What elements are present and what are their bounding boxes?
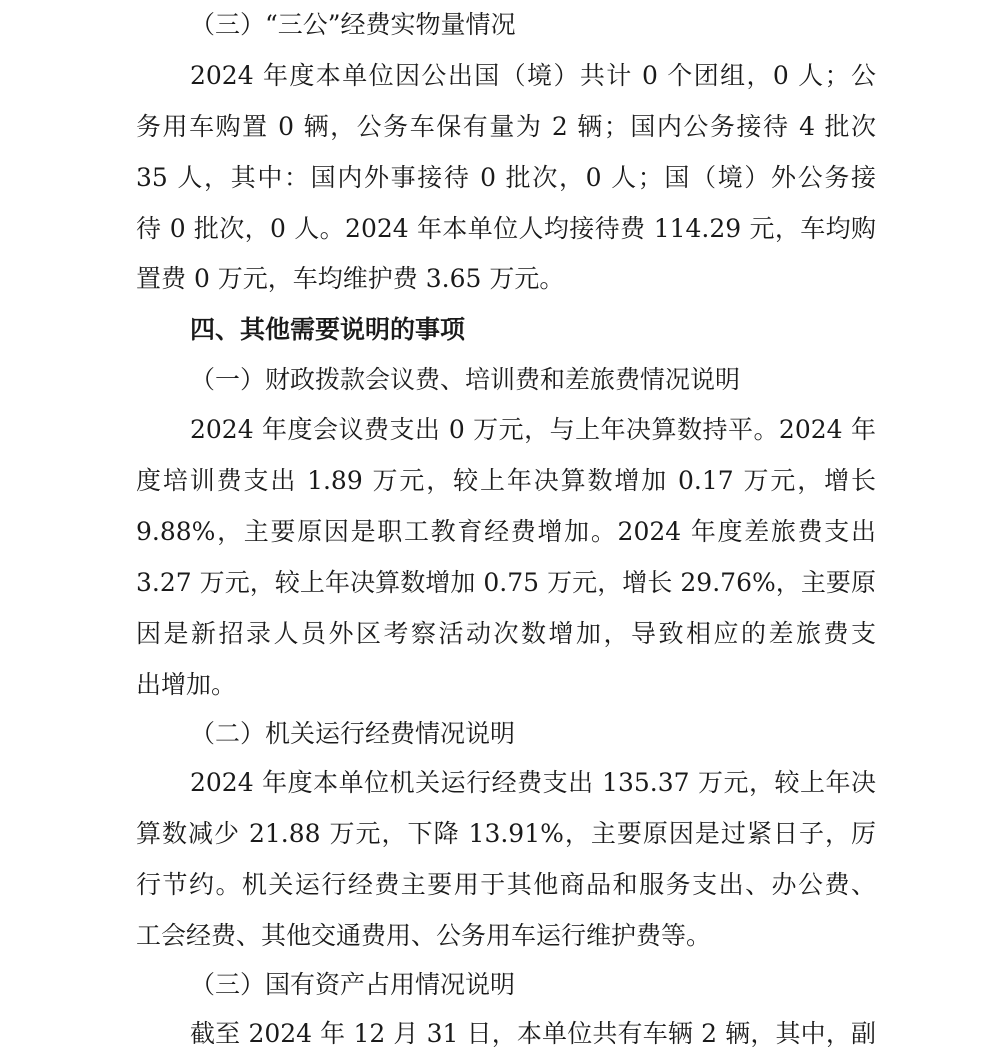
subsection-title: （三）“三公”经费实物量情况 — [190, 10, 516, 39]
paragraph-line: 算数减少 21.88 万元，下降 13.91%，主要原因是过紧日子，厉 — [136, 819, 876, 848]
paragraph-line: 2024 年度本单位因公出国（境）共计 0 个团组，0 人；公 — [190, 61, 876, 90]
paragraph-line: 置费 0 万元，车均维护费 3.65 万元。 — [136, 264, 565, 293]
paragraph-line: 待 0 批次，0 人。2024 年本单位人均接待费 114.29 元，车均购 — [136, 214, 876, 243]
paragraph-line: 截至 2024 年 12 月 31 日，本单位共有车辆 2 辆，其中，副 — [190, 1019, 876, 1048]
paragraph-line: 行节约。机关运行经费主要用于其他商品和服务支出、办公费、 — [136, 870, 876, 899]
paragraph-line: 2024 年度会议费支出 0 万元，与上年决算数持平。2024 年 — [190, 415, 876, 444]
subsection-title: （一）财政拨款会议费、培训费和差旅费情况说明 — [190, 365, 741, 394]
section-heading: 四、其他需要说明的事项 — [190, 315, 466, 344]
paragraph-line: 度培训费支出 1.89 万元，较上年决算数增加 0.17 万元，增长 — [136, 466, 876, 495]
paragraph-line: 2024 年度本单位机关运行经费支出 135.37 万元，较上年决 — [190, 768, 876, 797]
paragraph-line: 因是新招录人员外区考察活动次数增加，导致相应的差旅费支 — [136, 619, 876, 648]
paragraph-line: 务用车购置 0 辆，公务车保有量为 2 辆；国内公务接待 4 批次 — [136, 112, 876, 141]
paragraph-line: 9.88%，主要原因是职工教育经费增加。2024 年度差旅费支出 — [136, 517, 876, 546]
paragraph-line: 35 人，其中：国内外事接待 0 批次，0 人；国（境）外公务接 — [136, 163, 876, 192]
subsection-title: （三）国有资产占用情况说明 — [190, 970, 516, 999]
paragraph-line: 3.27 万元，较上年决算数增加 0.75 万元，增长 29.76%，主要原 — [136, 568, 876, 597]
paragraph-line: 工会经费、其他交通费用、公务用车运行维护费等。 — [136, 921, 712, 950]
paragraph-line: 出增加。 — [136, 670, 237, 699]
subsection-title: （二）机关运行经费情况说明 — [190, 719, 516, 748]
